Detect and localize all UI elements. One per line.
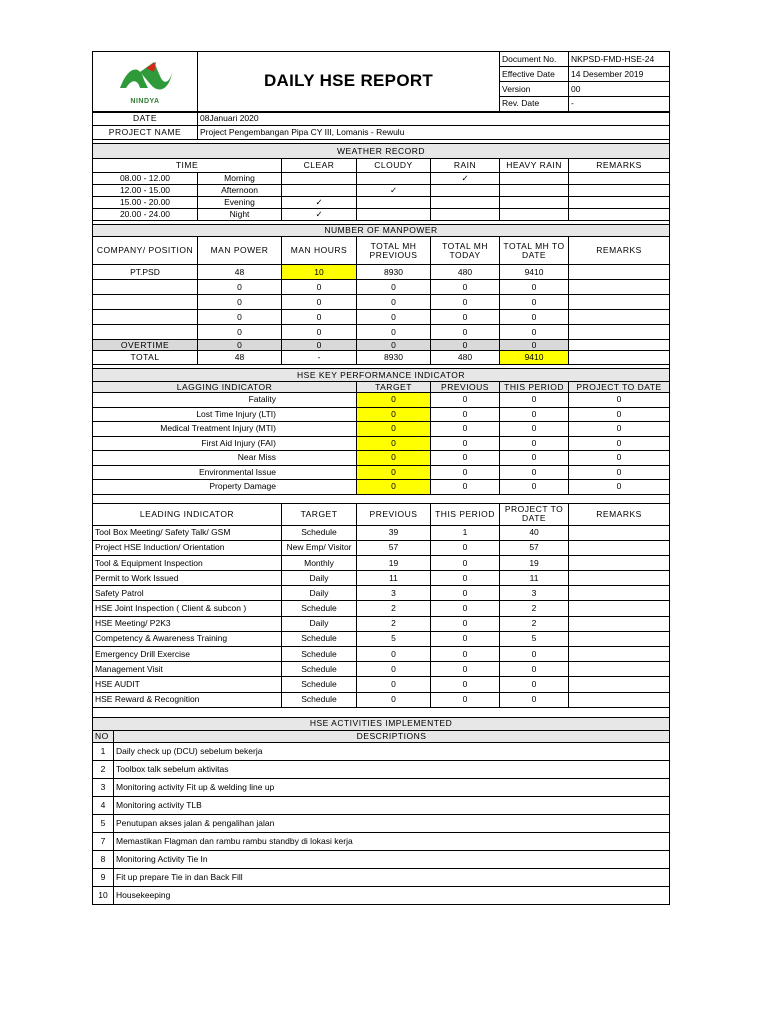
leading-value xyxy=(569,601,670,616)
manpower-value xyxy=(569,265,670,280)
manpower-value xyxy=(569,280,670,295)
leading-value: 2 xyxy=(500,601,569,616)
kpi-indicator: Fatality xyxy=(93,393,357,408)
manpower-value: 480 xyxy=(431,265,500,280)
leading-value: 3 xyxy=(500,586,569,601)
leading-indicator: HSE Joint Inspection ( Client & subcon ) xyxy=(93,601,282,616)
kpi-value: 0 xyxy=(431,451,500,466)
date-value: 08Januari 2020 xyxy=(198,112,670,126)
weather-header: REMARKS xyxy=(569,159,670,173)
leading-indicator: Competency & Awareness Training xyxy=(93,631,282,646)
manpower-value: 0 xyxy=(357,325,431,340)
kpi-value: 0 xyxy=(500,451,569,466)
manpower-company xyxy=(93,310,198,325)
manpower-value: 0 xyxy=(500,325,569,340)
manpower-header: COMPANY/ POSITION xyxy=(93,237,198,265)
manpower-value: 0 xyxy=(431,310,500,325)
activity-description: Monitoring activity Fit up & welding line up xyxy=(114,778,670,796)
leading-value: Schedule xyxy=(282,647,357,662)
weather-heavy xyxy=(500,173,569,185)
kpi-value: 0 xyxy=(357,436,431,451)
manpower-header: TOTAL MH TO DATE xyxy=(500,237,569,265)
kpi-header: PREVIOUS xyxy=(431,382,500,393)
leading-value: Schedule xyxy=(282,677,357,692)
kpi-value: 0 xyxy=(569,407,670,422)
leading-indicator: Management Visit xyxy=(93,662,282,677)
weather-remarks xyxy=(569,185,670,197)
manpower-value: 8930 xyxy=(357,265,431,280)
manpower-header: TOTAL MH PREVIOUS xyxy=(357,237,431,265)
weather-time: 15.00 - 20.00 xyxy=(93,197,198,209)
kpi-value: 0 xyxy=(500,393,569,408)
leading-value xyxy=(569,525,670,540)
leading-value: Daily xyxy=(282,616,357,631)
leading-value: 57 xyxy=(500,540,569,555)
leading-value: 0 xyxy=(500,647,569,662)
leading-value: Schedule xyxy=(282,692,357,707)
kpi-value: 0 xyxy=(357,407,431,422)
overtime-value: 0 xyxy=(282,340,357,351)
activity-no: 2 xyxy=(93,760,114,778)
activities-desc-header: DESCRIPTIONS xyxy=(114,730,670,742)
doc-field-label: Document No. xyxy=(500,52,569,67)
activity-no: 9 xyxy=(93,868,114,886)
kpi-value: 0 xyxy=(569,465,670,480)
weather-period: Evening xyxy=(198,197,282,209)
leading-indicator: HSE Meeting/ P2K3 xyxy=(93,616,282,631)
weather-header: CLEAR xyxy=(282,159,357,173)
overtime-value: 0 xyxy=(431,340,500,351)
overtime-value: 0 xyxy=(198,340,282,351)
doc-field-label: Rev. Date xyxy=(500,97,569,112)
leading-value: 0 xyxy=(431,647,500,662)
activity-description: Monitoring Activity Tie In xyxy=(114,850,670,868)
divider xyxy=(93,494,670,503)
weather-period: Morning xyxy=(198,173,282,185)
kpi-value: 0 xyxy=(500,465,569,480)
weather-header: TIME xyxy=(93,159,282,173)
leading-value: 39 xyxy=(357,525,431,540)
manpower-value: 0 xyxy=(357,295,431,310)
kpi-value: 0 xyxy=(500,407,569,422)
report-sheet xyxy=(92,51,669,905)
weather-remarks xyxy=(569,173,670,185)
kpi-value: 0 xyxy=(500,422,569,437)
kpi-value: 0 xyxy=(357,480,431,495)
leading-value: 0 xyxy=(500,692,569,707)
leading-value xyxy=(569,677,670,692)
manpower-value: 0 xyxy=(500,310,569,325)
kpi-value: 0 xyxy=(500,480,569,495)
doc-field-label: Effective Date xyxy=(500,67,569,82)
leading-value: Schedule xyxy=(282,662,357,677)
manpower-value: 48 xyxy=(198,265,282,280)
kpi-value: 0 xyxy=(357,393,431,408)
weather-heavy xyxy=(500,209,569,221)
kpi-value: 0 xyxy=(500,436,569,451)
manpower-company xyxy=(93,295,198,310)
manpower-header: REMARKS xyxy=(569,237,670,265)
activities-section-title: HSE ACTIVITIES IMPLEMENTED xyxy=(93,717,670,730)
kpi-indicator: Near Miss xyxy=(93,451,357,466)
manpower-value: 0 xyxy=(500,280,569,295)
kpi-indicator: Property Damage xyxy=(93,480,357,495)
weather-cloudy xyxy=(357,209,431,221)
weather-rain: ✓ xyxy=(431,173,500,185)
weather-rain xyxy=(431,209,500,221)
overtime-label: OVERTIME xyxy=(93,340,198,351)
leading-value xyxy=(569,540,670,555)
project-label: PROJECT NAME xyxy=(93,126,198,140)
activity-description: Fit up prepare Tie in dan Back Fill xyxy=(114,868,670,886)
activity-no: 8 xyxy=(93,850,114,868)
leading-indicator: HSE Reward & Recognition xyxy=(93,692,282,707)
weather-clear: ✓ xyxy=(282,197,357,209)
kpi-header: THIS PERIOD xyxy=(500,382,569,393)
report-table xyxy=(92,51,670,905)
leading-value xyxy=(569,662,670,677)
leading-value xyxy=(569,692,670,707)
manpower-section-title: NUMBER OF MANPOWER xyxy=(93,225,670,237)
manpower-company xyxy=(93,280,198,295)
manpower-value: 0 xyxy=(282,310,357,325)
weather-heavy xyxy=(500,197,569,209)
kpi-value: 0 xyxy=(431,465,500,480)
manpower-value: 0 xyxy=(198,310,282,325)
leading-value: 57 xyxy=(357,540,431,555)
leading-value: 0 xyxy=(431,601,500,616)
activities-no-header: NO xyxy=(93,730,114,742)
activity-no: 4 xyxy=(93,796,114,814)
leading-value: 0 xyxy=(431,631,500,646)
weather-clear xyxy=(282,173,357,185)
weather-period: Afternoon xyxy=(198,185,282,197)
leading-value: 0 xyxy=(357,677,431,692)
total-value: 48 xyxy=(198,351,282,365)
manpower-header: MAN POWER xyxy=(198,237,282,265)
activity-no: 3 xyxy=(93,778,114,796)
kpi-value: 0 xyxy=(431,393,500,408)
activity-no: 10 xyxy=(93,886,114,904)
weather-header: HEAVY RAIN xyxy=(500,159,569,173)
project-value: Project Pengembangan Pipa CY III, Lomanis - Rewulu xyxy=(198,126,670,140)
leading-header: PREVIOUS xyxy=(357,503,431,525)
total-value: - xyxy=(282,351,357,365)
kpi-value: 0 xyxy=(431,436,500,451)
kpi-header: PROJECT TO DATE xyxy=(569,382,670,393)
weather-time: 08.00 - 12.00 xyxy=(93,173,198,185)
total-label: TOTAL xyxy=(93,351,198,365)
manpower-value xyxy=(569,310,670,325)
kpi-indicator: Environmental Issue xyxy=(93,465,357,480)
weather-cloudy: ✓ xyxy=(357,185,431,197)
manpower-value: 0 xyxy=(198,325,282,340)
activity-description: Penutupan akses jalan & pengalihan jalan xyxy=(114,814,670,832)
manpower-value: 0 xyxy=(282,295,357,310)
manpower-value xyxy=(569,295,670,310)
leading-header: PROJECT TO DATE xyxy=(500,503,569,525)
kpi-indicator: Medical Treatment Injury (MTI) xyxy=(93,422,357,437)
leading-value: 0 xyxy=(431,662,500,677)
manpower-value: 0 xyxy=(357,280,431,295)
weather-cloudy xyxy=(357,197,431,209)
divider xyxy=(93,707,670,717)
logo-text: NINDYA xyxy=(130,97,160,105)
leading-indicator: Safety Patrol xyxy=(93,586,282,601)
doc-field-value: 00 xyxy=(569,82,670,97)
kpi-value: 0 xyxy=(357,422,431,437)
manpower-value: 0 xyxy=(357,310,431,325)
leading-value: 11 xyxy=(357,571,431,586)
kpi-indicator: Lost Time Injury (LTI) xyxy=(93,407,357,422)
leading-header: THIS PERIOD xyxy=(431,503,500,525)
leading-header: REMARKS xyxy=(569,503,670,525)
manpower-value: 0 xyxy=(500,295,569,310)
activity-description: Daily check up (DCU) sebelum bekerja xyxy=(114,742,670,760)
leading-indicator: Tool & Equipment Inspection xyxy=(93,555,282,570)
leading-value: 0 xyxy=(431,540,500,555)
manpower-value: 0 xyxy=(198,295,282,310)
leading-value: Monthly xyxy=(282,555,357,570)
weather-period: Night xyxy=(198,209,282,221)
leading-value: 0 xyxy=(500,662,569,677)
leading-value: New Emp/ Visitor xyxy=(282,540,357,555)
report-title: DAILY HSE REPORT xyxy=(198,52,500,112)
leading-value xyxy=(569,571,670,586)
kpi-value: 0 xyxy=(357,465,431,480)
kpi-header: TARGET xyxy=(357,382,431,393)
weather-remarks xyxy=(569,209,670,221)
activity-description: Monitoring activity TLB xyxy=(114,796,670,814)
leading-header: LEADING INDICATOR xyxy=(93,503,282,525)
leading-value: 0 xyxy=(431,571,500,586)
doc-field-value: - xyxy=(569,97,670,112)
kpi-section-title: HSE KEY PERFORMANCE INDICATOR xyxy=(93,369,670,382)
total-value: 480 xyxy=(431,351,500,365)
total-value: 8930 xyxy=(357,351,431,365)
leading-value: 0 xyxy=(357,692,431,707)
leading-indicator: Emergency Drill Exercise xyxy=(93,647,282,662)
leading-value: 5 xyxy=(357,631,431,646)
leading-value: 2 xyxy=(500,616,569,631)
kpi-value: 0 xyxy=(569,451,670,466)
leading-value: 0 xyxy=(431,692,500,707)
weather-cloudy xyxy=(357,173,431,185)
leading-value: 0 xyxy=(500,677,569,692)
weather-header: CLOUDY xyxy=(357,159,431,173)
weather-rain xyxy=(431,197,500,209)
weather-time: 12.00 - 15.00 xyxy=(93,185,198,197)
leading-value: 0 xyxy=(431,555,500,570)
leading-value: 0 xyxy=(431,616,500,631)
manpower-value: 10 xyxy=(282,265,357,280)
leading-indicator: Permit to Work Issued xyxy=(93,571,282,586)
leading-value xyxy=(569,647,670,662)
manpower-header: MAN HOURS xyxy=(282,237,357,265)
leading-indicator: Tool Box Meeting/ Safety Talk/ GSM xyxy=(93,525,282,540)
leading-value: Daily xyxy=(282,571,357,586)
kpi-value: 0 xyxy=(569,436,670,451)
leading-value xyxy=(569,616,670,631)
date-label: DATE xyxy=(93,112,198,126)
kpi-indicator: First Aid Injury (FAI) xyxy=(93,436,357,451)
leading-value: 19 xyxy=(357,555,431,570)
manpower-value: 9410 xyxy=(500,265,569,280)
manpower-value: 0 xyxy=(282,325,357,340)
leading-value: 5 xyxy=(500,631,569,646)
manpower-company: PT.PSD xyxy=(93,265,198,280)
manpower-value: 0 xyxy=(198,280,282,295)
weather-clear xyxy=(282,185,357,197)
doc-field-label: Version xyxy=(500,82,569,97)
kpi-value: 0 xyxy=(569,422,670,437)
kpi-value: 0 xyxy=(431,407,500,422)
weather-remarks xyxy=(569,197,670,209)
leading-value xyxy=(569,586,670,601)
weather-section-title: WEATHER RECORD xyxy=(93,144,670,159)
leading-value: 0 xyxy=(431,677,500,692)
weather-header: RAIN xyxy=(431,159,500,173)
manpower-value: 0 xyxy=(431,295,500,310)
leading-value: 40 xyxy=(500,525,569,540)
leading-value: 2 xyxy=(357,601,431,616)
leading-value: 1 xyxy=(431,525,500,540)
doc-field-value: NKPSD-FMD-HSE-24 xyxy=(569,52,670,67)
leading-value xyxy=(569,631,670,646)
manpower-company xyxy=(93,325,198,340)
activity-no: 5 xyxy=(93,814,114,832)
leading-value: 3 xyxy=(357,586,431,601)
leading-value xyxy=(569,555,670,570)
manpower-value: 0 xyxy=(431,325,500,340)
activity-description: Housekeeping xyxy=(114,886,670,904)
leading-value: 2 xyxy=(357,616,431,631)
kpi-header: LAGGING INDICATOR xyxy=(93,382,357,393)
manpower-value: 0 xyxy=(282,280,357,295)
leading-value: Schedule xyxy=(282,631,357,646)
activity-no: 7 xyxy=(93,832,114,850)
activity-description: Memastikan Flagman dan rambu rambu standby di lokasi kerja xyxy=(114,832,670,850)
leading-value: 11 xyxy=(500,571,569,586)
manpower-header: TOTAL MH TODAY xyxy=(431,237,500,265)
overtime-value: 0 xyxy=(500,340,569,351)
overtime-remarks xyxy=(569,340,670,351)
leading-value: Schedule xyxy=(282,525,357,540)
activity-description: Toolbox talk sebelum aktivitas xyxy=(114,760,670,778)
leading-value: 0 xyxy=(357,662,431,677)
manpower-value xyxy=(569,325,670,340)
leading-value: 0 xyxy=(357,647,431,662)
total-value xyxy=(569,351,670,365)
leading-indicator: HSE AUDIT xyxy=(93,677,282,692)
kpi-value: 0 xyxy=(569,480,670,495)
weather-time: 20.00 - 24.00 xyxy=(93,209,198,221)
weather-heavy xyxy=(500,185,569,197)
kpi-value: 0 xyxy=(431,422,500,437)
manpower-value: 0 xyxy=(431,280,500,295)
leading-value: Schedule xyxy=(282,601,357,616)
leading-header: TARGET xyxy=(282,503,357,525)
weather-clear: ✓ xyxy=(282,209,357,221)
kpi-value: 0 xyxy=(431,480,500,495)
leading-indicator: Project HSE Induction/ Orientation xyxy=(93,540,282,555)
leading-value: 19 xyxy=(500,555,569,570)
overtime-value: 0 xyxy=(357,340,431,351)
kpi-value: 0 xyxy=(357,451,431,466)
leading-value: Daily xyxy=(282,586,357,601)
total-value: 9410 xyxy=(500,351,569,365)
leading-value: 0 xyxy=(431,586,500,601)
doc-field-value: 14 Desember 2019 xyxy=(569,67,670,82)
weather-rain xyxy=(431,185,500,197)
activity-no: 1 xyxy=(93,742,114,760)
company-logo xyxy=(93,52,198,112)
kpi-value: 0 xyxy=(569,393,670,408)
